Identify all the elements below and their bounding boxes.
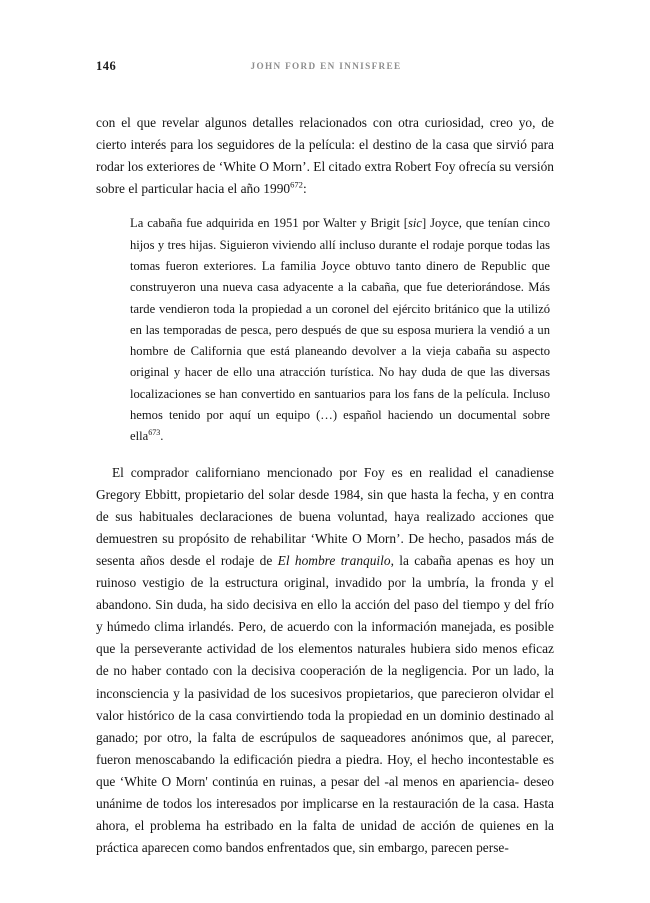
quote-part-2: ] Joyce, que tenían cinco hijos y tres hijas. Siguieron viviendo allí incluso durante el rodaje porque todas las tomas fueron exteriores. La familia Joyce obtuvo tanto dinero de Republic que construyeron una nueva casa adyacente a la cabaña, que fue deteriorándose. Más tarde vendieron toda la propiedad a un coronel del ejército británico que la utilizó en las temporadas de pesca, pero después de que su esposa muriera la vendió a un hombre de California que está planeando devolver a la vieja cabaña su aspecto original y hacer de ello una atracción turística. No hay duda de que las diversas localizaciones se han convertido en santuarios para los fans de la película. Incluso hemos tenido por aquí un equipo (…) español haciendo un documental sobre ella [130,216,550,444]
running-head-title: JOHN FORD EN INNISFREE [250,61,402,71]
paragraph-ebbitt-part-1: El comprador californiano mencionado por Foy es en realidad el canadiense Gregory Ebbitt, propietario del solar desde 1984, sin que hasta la fecha, y en contra de sus habituales declaraciones de buena voluntad, haya realizado acciones que demuestren su propósito de rehabilitar ‘White O Morn’. De hecho, pasados más de sesenta años desde el rodaje de [96,464,554,569]
paragraph-intro-text: con el que revelar algunos detalles relacionados con otra curiosidad, creo yo, de cierto interés para los seguidores de la película: el destino de la casa que sirvió para rodar los exteriores de ‘White O Morn’. El citado extra Robert Foy ofrecía su versión sobre el particular hacia el año 1990 [96,115,554,197]
quote-part-3: . [160,429,164,444]
block-quote-text [130,213,554,447]
paragraph-ebbitt [96,462,554,860]
page-number: 146 [96,59,117,73]
footnote-marker-672: 672 [290,179,303,190]
text-block [96,112,554,859]
footnote-marker-673: 673 [148,428,161,438]
paragraph-ebbitt-part-2: , la cabaña apenas es hoy un ruinoso vestigio de la estructura original, invadido por la umbría, la fronda y el abandono. Sin duda, ha sido decisiva en ello la acción del paso del tiempo y del frío y húmedo clima irlandés. Pero, de acuerdo con la información manejada, es posible que la perseverante actividad de los elementos naturales hubiera sido menos eficaz de no haber contado con la decisiva cooperación de la negligencia. Por un lado, la inconsciencia y la pasividad de los sucesivos propietarios, que parecieron olvidar el valor histórico de la casa convirtiendo toda la propiedad en un dominio destinado al ganado; por otro, la falta de escrúpulos de saqueadores anónimos que, al parecer, fueron menoscabando la edificación piedra a piedra. Hoy, el hecho incontestable es que ‘White O Morn' continúa en ruinas, a pesar del -al menos en apariencia- deseo unánime de todos los interesados por implicarse en la restauración de la casa. Hasta ahora, el problema ha estribado en la falta de unidad de acción de quienes en la práctica aparecen como bandos enfrentados que, sin embargo, parecen perse- [96,553,554,856]
block-quote-foy [96,213,554,447]
film-title-el-hombre-tranquilo: El hombre tranquilo [277,553,391,569]
quote-part-1: La cabaña fue adquirida en 1951 por Walter y Brigit [ [130,216,408,231]
paragraph-intro [96,112,554,200]
paragraph-intro-tail: : [302,181,307,197]
sic-notation: sic [408,216,422,231]
running-head [96,55,556,77]
